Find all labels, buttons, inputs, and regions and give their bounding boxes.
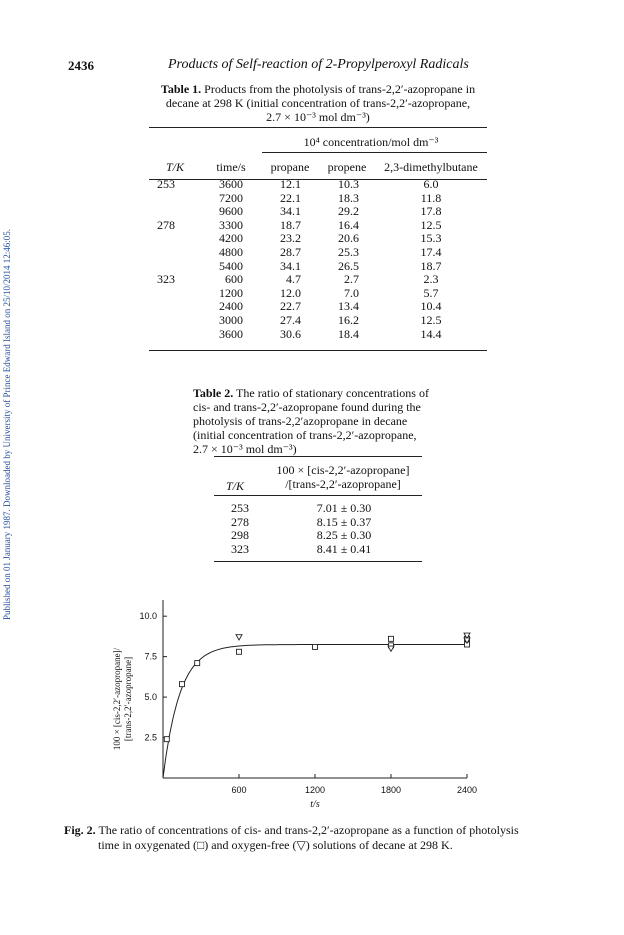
table2-col-ratio-line2: /[trans-2,2′-azopropane] (285, 477, 401, 491)
table1-cell: 11.8 (420, 190, 442, 205)
fig2-caption-line1: The ratio of concentrations of cis- and trans-2,2′-azopropane as a function of photolysis (95, 823, 519, 837)
table1-cell: 600 (225, 272, 243, 287)
table1-cell: 10.4 (420, 299, 442, 314)
table2-label: Table 2. (193, 386, 234, 400)
fig2-label: Fig. 2. (64, 823, 96, 837)
table1-cell: 18.7 (280, 217, 301, 232)
y-axis-label-line2: [trans-2,2′-azopropane] (123, 656, 133, 742)
table2-cell: 278 (231, 514, 249, 529)
table1-col-t: T/K (165, 160, 184, 175)
table2-caption-line2: cis- and trans-2,2′-azopropane found during the (193, 400, 421, 414)
table1-group-header: 10⁴ concentration/mol dm⁻³ (303, 135, 439, 149)
y-tick-label: 7.5 (144, 651, 157, 662)
download-notice: Published on 01 January 1987. Downloaded by University of Prince Edward Island on 25/10/2014 12:46:05. (2, 229, 12, 620)
table2-cell: 8.25 ± 0.30 (316, 528, 372, 543)
fit-curve (163, 645, 467, 779)
table1-cell: 15.3 (420, 231, 442, 246)
table1-cell: 5400 (219, 258, 243, 273)
table1-cell: 30.6 (280, 326, 301, 341)
x-tick-label: 600 (231, 785, 247, 795)
x-axis-label: t/s (310, 799, 320, 810)
data-point-square (237, 649, 242, 654)
table2-caption-line5: 2.7 × 10⁻³ mol dm⁻³) (193, 442, 297, 456)
x-tick-label: 2400 (456, 785, 478, 795)
table1-cell: 18.3 (338, 190, 359, 205)
data-point-square (313, 644, 318, 649)
x-tick-label: 1200 (304, 785, 326, 795)
table1-cell: 323 (157, 272, 175, 287)
table1-cell: 18.4 (338, 326, 359, 341)
table1-cell: 16.4 (338, 217, 359, 232)
table2-cell: 7.01 ± 0.30 (316, 501, 372, 515)
table1-col-time: time/s (216, 160, 246, 175)
running-title: Products of Self-reaction of 2-Propylperoxyl Radicals (168, 57, 469, 72)
table2-caption-line4: (initial concentration of trans-2,2′-azopropane, (193, 428, 417, 442)
table1-cell: 26.5 (338, 258, 359, 273)
fig2-caption-line2: time in oxygenated (□) and oxygen-free (▽) solutions of decane at 298 K. (98, 838, 453, 852)
table1-cell: 5.7 (423, 285, 439, 300)
table2-cell: 8.41 ± 0.41 (316, 541, 372, 556)
data-point-square (180, 682, 185, 687)
x-tick-label: 1800 (380, 785, 402, 795)
table2-cell: 8.15 ± 0.37 (316, 514, 372, 529)
table1-cell: 17.8 (420, 204, 442, 219)
table1-cell: 22.1 (280, 190, 301, 205)
table1-caption-line3: 2.7 × 10⁻³ mol dm⁻³) (266, 110, 370, 124)
table1-caption-line2: decane at 298 K (initial concentration of trans-2,2′-azopropane, (165, 96, 471, 110)
fig2-caption (64, 823, 564, 853)
table1-cell: 34.1 (280, 204, 301, 219)
table2-caption-line3: photolysis of trans-2,2′azopropane in decane (193, 414, 408, 428)
table2-caption-line1: The ratio of stationary concentrations of (233, 386, 429, 400)
table1-cell: 12.5 (420, 217, 442, 232)
y-tick-label: 2.5 (144, 732, 157, 743)
table1-cell: 22.7 (280, 299, 301, 314)
data-point-square (195, 661, 200, 666)
table1-cell: 7.0 (344, 285, 359, 300)
table1-cell: 2.7 (344, 272, 359, 287)
table1-cell: 12.5 (420, 312, 442, 327)
data-point-square (389, 636, 394, 641)
table1-cell: 7200 (219, 190, 243, 205)
table1-cell: 10.3 (338, 177, 359, 191)
table1-col-propene: propene (327, 160, 367, 175)
table2-cell: 253 (231, 501, 249, 515)
table1-cell: 12.0 (280, 285, 301, 300)
table1-cell: 12.1 (280, 177, 301, 191)
table1-cell: 29.2 (338, 204, 359, 219)
table1-col-propane: propane (270, 160, 310, 175)
table1-cell: 3300 (219, 217, 243, 232)
table1-cell: 16.2 (338, 312, 359, 327)
table1-cell: 28.7 (280, 244, 301, 259)
table1-cell: 25.3 (338, 244, 359, 259)
table1-cell: 1200 (219, 285, 243, 300)
y-tick-label: 5.0 (144, 692, 157, 703)
table2-cell: 323 (231, 541, 249, 556)
table2-cell: 298 (231, 528, 249, 543)
table1-cell: 14.4 (420, 326, 442, 341)
data-point-triangle (236, 635, 242, 640)
table1-cell: 13.4 (338, 299, 359, 314)
page-number: 2436 (68, 58, 94, 73)
table1-cell: 4800 (219, 244, 243, 259)
table1-cell: 18.7 (420, 258, 442, 273)
table1-caption-line1: Products from the photolysis of trans-2,2′-azopropane in (201, 82, 476, 96)
table1-cell: 6.0 (423, 177, 439, 191)
table1-cell: 2400 (219, 299, 243, 314)
table2-col-t: T/K (226, 479, 245, 493)
table1-col-dimethylbutane: 2,3-dimethylbutane (384, 160, 478, 175)
data-point-triangle (388, 646, 394, 651)
table1-cell: 253 (157, 177, 175, 191)
table1-cell: 9600 (219, 204, 243, 219)
table1-cell: 278 (157, 217, 175, 232)
table1-cell: 3000 (219, 312, 243, 327)
table1-cell: 17.4 (420, 244, 442, 259)
table1-cell: 2.3 (423, 272, 439, 287)
table1-cell: 23.2 (280, 231, 301, 246)
table1-label: Table 1. (160, 82, 202, 96)
table1-cell: 3600 (219, 326, 243, 341)
y-axis-label-line1: 100 × [cis-2,2′-azopropane]/ (112, 647, 122, 751)
table1-cell: 20.6 (338, 231, 359, 246)
table1-cell: 34.1 (280, 258, 301, 273)
table1-cell: 3600 (219, 177, 243, 191)
table1-cell: 4.7 (286, 272, 301, 287)
table1-cell: 27.4 (280, 312, 301, 327)
table1-cell: 4200 (219, 231, 243, 246)
y-tick-label: 10.0 (139, 611, 157, 622)
table2-col-ratio-line1: 100 × [cis-2,2′-azopropane] (276, 463, 410, 477)
data-point-square (164, 737, 169, 742)
